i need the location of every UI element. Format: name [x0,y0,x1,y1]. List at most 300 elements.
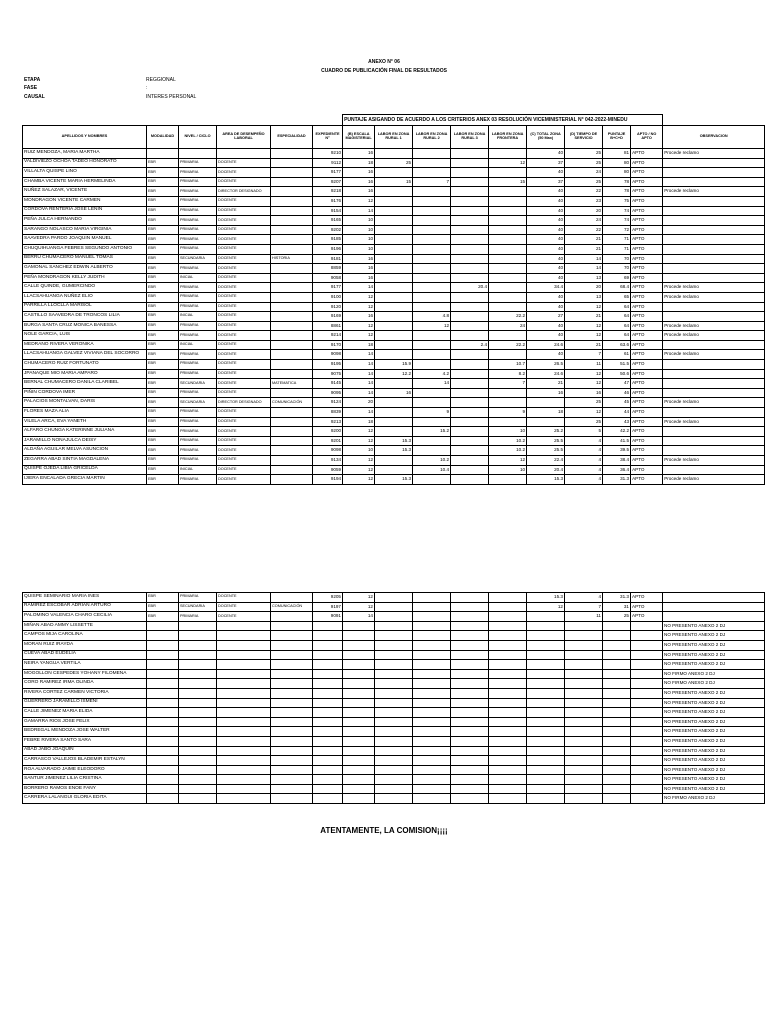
table-cell: 12.2 [375,369,413,379]
table-cell: 9100 [313,292,343,302]
table-cell: EBR [147,292,179,302]
table-cell: 75 [603,196,631,206]
table-cell: DIRECTOR DESIGNADO [217,187,271,197]
table-cell [217,727,271,737]
table-cell [147,736,179,746]
table-cell [413,168,451,178]
table-cell [343,784,375,794]
table-cell [489,417,527,427]
table-cell: APTO [631,446,663,456]
table-cell: EBR [147,369,179,379]
table-cell: 21 [565,340,603,350]
table-cell: 40 [527,302,565,312]
table-cell [375,612,413,622]
table-cell: PRIMARIA [179,612,217,622]
table-row [23,727,765,737]
table-cell [663,168,765,178]
table-row [23,225,765,235]
table-row [23,698,765,708]
table-cell: 12 [343,602,375,612]
table-cell: ROA ALVARADO JAIME ELEODORO [23,765,147,775]
table-cell: LLACSAHUANGA GALVEZ VIVIANA DEL SOCORRO [23,350,147,360]
table-cell: ZEGARRA ABAD SINTIA MAGDALENA [23,456,147,466]
table-cell: 40 [527,149,565,159]
table-cell [413,612,451,622]
table-cell: Procede reclamo [663,331,765,341]
table-cell [375,736,413,746]
table-cell: PRIMARIA [179,177,217,187]
table-row [23,631,765,641]
table-cell [271,765,313,775]
table-cell: DOCENTE [217,331,271,341]
table-cell [631,756,663,766]
table-cell: NO PRESENTO ANEXO 2 DJ [663,688,765,698]
table-cell [271,206,313,216]
table-cell: APTO [631,244,663,254]
table-cell: 25 [375,158,413,168]
table-cell [413,235,451,245]
table-cell [489,717,527,727]
table-cell [413,264,451,274]
table-cell: FLORES MAZA ALIA [23,408,147,418]
table-cell [527,756,565,766]
table-cell: 21 [527,379,565,389]
table-cell: 25 [565,417,603,427]
table-cell [489,650,527,660]
table-cell [147,708,179,718]
table-cell: SECUNDARIA [179,379,217,389]
results-table-continued [22,592,765,804]
table-cell: 9134 [313,456,343,466]
table-cell [451,593,489,603]
table-cell [631,765,663,775]
table-cell [451,727,489,737]
table-cell: 9075 [313,369,343,379]
table-cell [147,688,179,698]
table-row [23,302,765,312]
table-cell [527,679,565,689]
table-cell: EBR [147,398,179,408]
table-cell [271,187,313,197]
table-cell [527,717,565,727]
table-cell: EBR [147,244,179,254]
table-cell [413,708,451,718]
table-cell: 14 [343,369,375,379]
table-cell: EBR [147,283,179,293]
table-cell: PRIMARIA [179,206,217,216]
table-cell: PRIMARIA [179,187,217,197]
table-cell [451,621,489,631]
table-cell [375,292,413,302]
table-cell: 34.4 [527,283,565,293]
table-cell [271,612,313,622]
table-cell: CALLE QUINDE, GUMERCINDO [23,283,147,293]
table-cell: APTO [631,408,663,418]
table-cell [451,321,489,331]
table-cell: DOCENTE [217,417,271,427]
table-cell: 9170 [313,340,343,350]
table-cell [343,688,375,698]
table-cell [565,727,603,737]
table-cell [313,621,343,631]
table-cell: Procede reclamo [663,187,765,197]
table-cell: EBR [147,254,179,264]
table-cell [565,784,603,794]
table-cell [271,640,313,650]
table-cell [631,669,663,679]
table-cell [343,736,375,746]
table-cell [375,708,413,718]
table-cell [489,775,527,785]
table-cell: 10.2 [413,456,451,466]
table-cell: 14 [343,612,375,622]
table-cell [603,621,631,631]
table-cell [375,283,413,293]
table-cell [565,708,603,718]
table-row [23,475,765,485]
table-cell: 40 [527,196,565,206]
table-cell: 81 [603,149,631,159]
table-row [23,244,765,254]
table-cell: 65 [603,292,631,302]
table-cell: EBR [147,196,179,206]
table-cell [451,708,489,718]
table-row [23,283,765,293]
table-cell: 12 [343,593,375,603]
table-cell [343,640,375,650]
table-cell [179,631,217,641]
table-cell [217,794,271,804]
table-cell: INICIAL [179,340,217,350]
table-cell: 44 [603,408,631,418]
table-cell: NO PRESENTO ANEXO 2 DJ [663,756,765,766]
table-cell [343,650,375,660]
table-cell [217,784,271,794]
table-cell: 7 [413,177,451,187]
table-cell [451,717,489,727]
table-cell: EBR [147,340,179,350]
table-cell [603,688,631,698]
table-cell: NO FIRMO ANEXO 2 DJ [663,794,765,804]
table-cell [271,216,313,226]
table-cell: EBR [147,235,179,245]
table-cell: BORRERO RAMOS ENOE FANY [23,784,147,794]
table-cell [375,784,413,794]
table-cell [631,784,663,794]
table-cell: PRIMARIA [179,475,217,485]
table-cell: CORDOVA RENTERIA JOSE LENIN [23,206,147,216]
table-cell [527,698,565,708]
table-cell: DOCENTE [217,350,271,360]
table-cell [565,631,603,641]
table-cell: 8859 [313,264,343,274]
column-header: APELLIDOS Y NOMBRES [23,126,147,149]
table-cell [527,765,565,775]
table-cell [375,717,413,727]
table-cell: 12 [343,427,375,437]
table-cell [631,775,663,785]
table-cell [489,244,527,254]
table-row [23,446,765,456]
table-cell [271,225,313,235]
table-cell: PARRILLA LLOCLLA MARISOL [23,302,147,312]
table-cell: 64 [603,331,631,341]
table-cell: VILELA ARCA, EVA YANETH [23,417,147,427]
table-cell: EBR [147,360,179,370]
table-cell: APTO [631,379,663,389]
table-cell [375,302,413,312]
table-cell [663,302,765,312]
table-cell: NO PRESENTO ANEXO 2 DJ [663,765,765,775]
table-cell [343,717,375,727]
table-cell [217,746,271,756]
table-cell: 40 [527,235,565,245]
table-cell: 40 [527,264,565,274]
table-cell [375,196,413,206]
table-cell [271,264,313,274]
table-cell [489,216,527,226]
table-cell: 15 [489,177,527,187]
table-cell [603,631,631,641]
table-cell [527,631,565,641]
table-cell: 38.4 [603,456,631,466]
table-cell [271,340,313,350]
table-cell [413,631,451,641]
table-cell: CHAMBA VICENTE MARIA HERMELINDA [23,177,147,187]
table-cell: 40 [527,292,565,302]
table-cell: PRIMARIA [179,244,217,254]
table-cell: 31 [603,602,631,612]
table-cell: EBR [147,427,179,437]
table-cell [147,727,179,737]
table-cell: 16 [343,264,375,274]
table-cell: 13 [565,273,603,283]
table-cell: 40 [527,168,565,178]
table-cell: 10.4 [413,465,451,475]
table-cell [451,794,489,804]
table-cell: 23 [565,196,603,206]
table-cell [631,650,663,660]
table-cell: 14 [565,254,603,264]
table-cell: PEÑA JULCA HERNANDO [23,216,147,226]
table-cell: PALACIOS MONTALVAN, DARIS [23,398,147,408]
table-cell: EBR [147,273,179,283]
table-cell: DOCENTE [217,602,271,612]
table-cell [663,593,765,603]
table-cell [413,775,451,785]
table-cell: DOCENTE [217,254,271,264]
table-cell: SECUNDARIA [179,398,217,408]
table-cell [271,669,313,679]
table-cell [489,235,527,245]
table-row [23,187,765,197]
table-row [23,149,765,159]
table-cell: 16 [343,312,375,322]
table-row [23,196,765,206]
table-cell [271,196,313,206]
table-row [23,593,765,603]
table-cell [375,149,413,159]
table-cell [451,408,489,418]
table-row [23,669,765,679]
table-row [23,756,765,766]
table-cell: VALDIVIEZO OCHOA TADEO HONORATO [23,158,147,168]
table-cell: EBR [147,408,179,418]
table-cell: APTO [631,331,663,341]
table-cell [375,456,413,466]
table-cell [489,698,527,708]
table-cell [313,708,343,718]
table-cell [375,273,413,283]
table-cell: 9207 [313,177,343,187]
table-cell: APTO [631,593,663,603]
results-table [22,114,765,485]
table-cell [489,612,527,622]
table-cell [565,756,603,766]
table-cell [271,660,313,670]
table-cell [489,621,527,631]
table-cell: PRIMARIA [179,235,217,245]
table-cell: 78 [603,177,631,187]
table-cell [179,669,217,679]
table-cell: PRIMARIA [179,436,217,446]
table-cell [375,650,413,660]
table-cell [451,427,489,437]
table-cell: INICIAL [179,273,217,283]
table-cell [451,669,489,679]
table-cell: PRIMARIA [179,331,217,341]
table-cell: 45 [603,398,631,408]
table-cell: 7 [565,350,603,360]
table-cell [451,446,489,456]
table-cell [565,775,603,785]
table-cell [375,698,413,708]
table-cell [413,660,451,670]
table-cell: NO PRESENTO ANEXO 2 DJ [663,708,765,718]
table-cell [489,765,527,775]
table-cell: PRIMARIA [179,408,217,418]
table-cell: 9124 [313,398,343,408]
table-cell [271,698,313,708]
table-cell [451,158,489,168]
table-cell: DOCENTE [217,177,271,187]
table-cell: RIVERA CORTEZ CARMEN VICTORIA [23,688,147,698]
table-row [23,660,765,670]
table-cell: SARANGO NOLASCO MARIA VIRGINIA [23,225,147,235]
table-cell [217,756,271,766]
table-cell [147,631,179,641]
table-cell: 22.2 [489,340,527,350]
table-cell [179,640,217,650]
column-header: ESPECIALIDAD [271,126,313,149]
table-cell [271,679,313,689]
table-cell: BERNAL CHUMACERO DANILA CLARIBEL [23,379,147,389]
table-cell: NOLE GARCIA, LUIS [23,331,147,341]
table-cell: NO PRESENTO ANEXO 2 DJ [663,746,765,756]
table-cell: NO PRESENTO ANEXO 2 DJ [663,727,765,737]
table-cell: DOCENTE [217,436,271,446]
table-cell: EBR [147,321,179,331]
column-header: MODALIDAD [147,126,179,149]
table-cell [451,736,489,746]
table-row [23,650,765,660]
table-cell [375,254,413,264]
table-cell [271,149,313,159]
table-cell: APTO [631,369,663,379]
causal-value: INTERES PERSONAL [146,94,197,100]
table-cell: APTO [631,292,663,302]
table-cell: 9098 [313,350,343,360]
table-cell: COMUNICACIÓN [271,398,313,408]
table-cell: HISTORIA [271,254,313,264]
table-cell: 16 [343,273,375,283]
table-cell: 40 [527,187,565,197]
table-cell: NO PRESENTO ANEXO 2 DJ [663,784,765,794]
etapa-value: REGGIONAL [146,77,176,83]
table-cell [489,784,527,794]
table-cell: 9120 [313,302,343,312]
table-cell [413,206,451,216]
table-cell: PEÑA MONDRAGON KELLY JUDITH [23,273,147,283]
table-cell [663,612,765,622]
table-cell: DOCENTE [217,206,271,216]
table-cell [489,736,527,746]
table-cell [451,640,489,650]
table-cell: EBR [147,612,179,622]
table-cell: 24 [565,168,603,178]
table-cell: 9177 [313,168,343,178]
table-cell: DOCENTE [217,302,271,312]
table-cell [631,794,663,804]
table-cell: 12 [565,379,603,389]
table-cell: NO PRESENTO ANEXO 2 DJ [663,660,765,670]
table-cell [313,688,343,698]
table-cell [413,292,451,302]
table-cell: 21 [565,235,603,245]
table-cell: 24.6 [527,340,565,350]
table-cell: DOCENTE [217,408,271,418]
table-cell: GAMARRA RIOS JOSE FELIX [23,717,147,727]
table-cell: APTO [631,216,663,226]
table-cell [413,756,451,766]
table-cell: APTO [631,302,663,312]
table-cell: Procede reclamo [663,417,765,427]
column-header: LABOR EN ZONA RURAL 1 [375,126,413,149]
table-cell: 9201 [313,436,343,446]
table-cell [343,660,375,670]
table-cell [489,746,527,756]
table-cell [271,321,313,331]
table-cell [451,225,489,235]
table-cell [375,640,413,650]
table-cell: 14 [343,360,375,370]
table-cell: 40 [527,350,565,360]
table-cell: DOCENTE [217,283,271,293]
table-cell: APTO [631,206,663,216]
table-cell: 40 [527,273,565,283]
table-cell: 40 [527,244,565,254]
table-cell [451,168,489,178]
table-cell [663,177,765,187]
table-cell: 18 [343,417,375,427]
table-row [23,427,765,437]
table-cell: 25 [565,177,603,187]
table-cell: 61 [603,350,631,360]
table-row [23,688,765,698]
table-cell [271,283,313,293]
table-cell [271,312,313,322]
table-row [23,408,765,418]
